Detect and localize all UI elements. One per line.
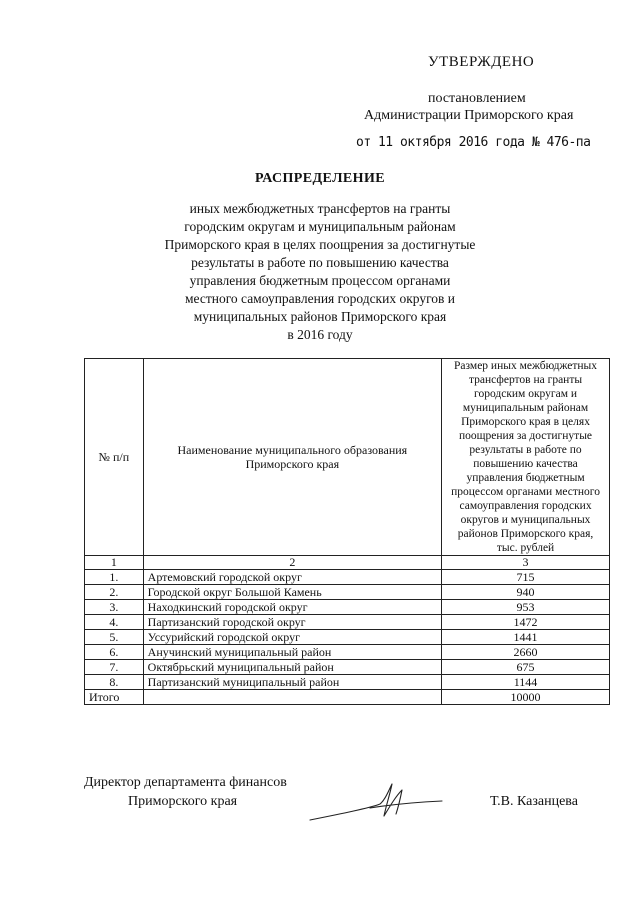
column-number: 2 — [143, 556, 441, 570]
row-name: Артемовский городской округ — [143, 570, 441, 585]
column-number: 3 — [442, 556, 610, 570]
row-name: Находкинский городской округ — [143, 600, 441, 615]
row-number: 2. — [85, 585, 144, 600]
row-number: 6. — [85, 645, 144, 660]
subtitle-line: управления бюджетным процессом органами — [189, 273, 451, 288]
table-row — [85, 630, 610, 645]
handwritten-signature — [300, 778, 450, 828]
total-empty-cell — [143, 690, 441, 705]
row-name: Партизанский городской округ — [143, 615, 441, 630]
subtitle-line: Приморского края в целях поощрения за достигнутые — [164, 237, 476, 252]
table-row — [85, 585, 610, 600]
document-subtitle — [130, 200, 510, 344]
row-number: 8. — [85, 675, 144, 690]
approval-line-2: Администрации Приморского края — [364, 108, 574, 123]
row-number: 5. — [85, 630, 144, 645]
table-header-row — [85, 359, 610, 556]
approval-title: УТВЕРЖДЕНО — [428, 54, 535, 70]
approval-date-number: от 11 октября 2016 года № 476-па — [356, 135, 591, 150]
header-municipality: Наименование муниципального образования Приморского края — [143, 359, 441, 556]
row-number: 4. — [85, 615, 144, 630]
row-name: Анучинский муниципальный район — [143, 645, 441, 660]
table-row — [85, 570, 610, 585]
table-row — [85, 600, 610, 615]
document-title: РАСПРЕДЕЛЕНИЕ — [255, 171, 385, 186]
row-value: 1441 — [442, 630, 610, 645]
table-row — [85, 660, 610, 675]
subtitle-line: городским округам и муниципальным районам — [184, 219, 456, 234]
row-value: 1144 — [442, 675, 610, 690]
row-value: 940 — [442, 585, 610, 600]
row-value: 953 — [442, 600, 610, 615]
distribution-table — [84, 358, 610, 705]
row-number: 1. — [85, 570, 144, 585]
row-value: 675 — [442, 660, 610, 675]
row-name: Партизанский муниципальный район — [143, 675, 441, 690]
signatory-name: Т.В. Казанцева — [490, 794, 578, 809]
signatory-position-line-1: Директор департамента финансов — [84, 775, 287, 790]
subtitle-line: иных межбюджетных трансфертов на гранты — [189, 201, 451, 216]
total-label: Итого — [85, 690, 144, 705]
row-number: 7. — [85, 660, 144, 675]
approval-line-1: постановлением — [428, 91, 526, 106]
header-amount: Размер иных межбюджетных трансфертов на гранты городским округам и муниципальным районам Приморского края в целях поощрения за достигнутые результаты в работе по повышению качества управления бюджетным процессом органами местного самоуправления городских округов и муниципальных районов Приморского края, тыс. рублей — [442, 359, 610, 556]
total-value: 10000 — [442, 690, 610, 705]
column-numbers-row — [85, 556, 610, 570]
column-number: 1 — [85, 556, 144, 570]
header-number: № п/п — [85, 359, 144, 556]
row-value: 715 — [442, 570, 610, 585]
subtitle-line: местного самоуправления городских округов и — [184, 291, 456, 306]
row-name: Городской округ Большой Камень — [143, 585, 441, 600]
table-row — [85, 645, 610, 660]
total-row — [85, 690, 610, 705]
table-row — [85, 615, 610, 630]
row-name: Октябрьский муниципальный район — [143, 660, 441, 675]
subtitle-line: результаты в работе по повышению качества — [191, 255, 449, 270]
row-name: Уссурийский городской округ — [143, 630, 441, 645]
row-value: 2660 — [442, 645, 610, 660]
subtitle-line: муниципальных районов Приморского края — [193, 309, 447, 324]
table-row — [85, 675, 610, 690]
signatory-position-line-2: Приморского края — [128, 794, 238, 809]
row-value: 1472 — [442, 615, 610, 630]
subtitle-line: в 2016 году — [287, 327, 353, 342]
row-number: 3. — [85, 600, 144, 615]
